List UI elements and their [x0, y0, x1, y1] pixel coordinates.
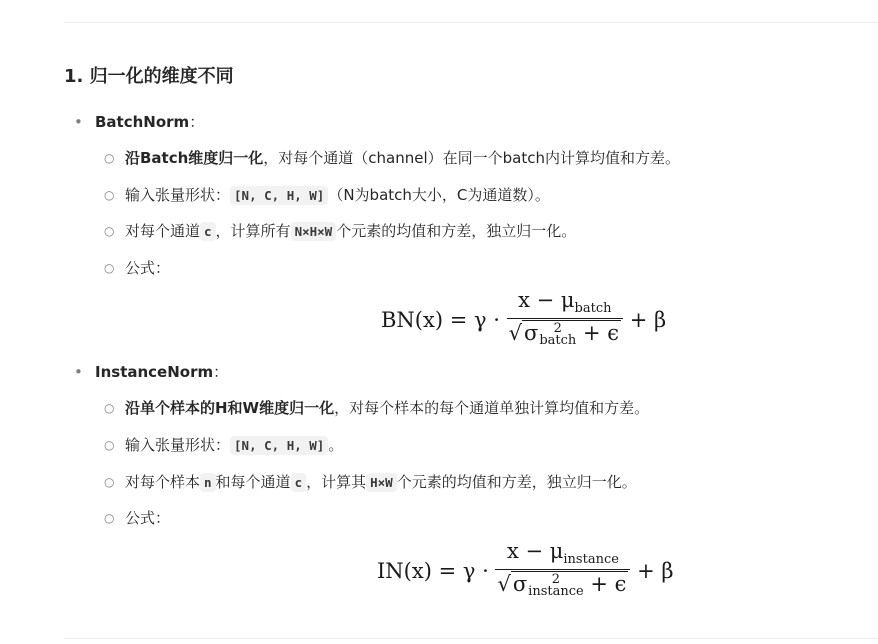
numerator-subscript: batch: [574, 301, 612, 317]
instancenorm-item-3: [125, 470, 637, 495]
bullet-circle: ○: [104, 224, 115, 238]
batchnorm-item-4: 公式：: [125, 259, 171, 277]
batchnorm-formula: [381, 288, 667, 351]
colon: ：: [213, 363, 229, 381]
sigma-scripts: [539, 320, 577, 348]
denominator-sigma: σ: [512, 572, 528, 597]
sqrt-body: [511, 571, 629, 599]
bullet-circle: ○: [104, 438, 115, 452]
inline-code: n: [200, 473, 216, 492]
emphasis-text: 沿单个样本的H和W维度归一化: [125, 399, 335, 417]
instancenorm-item-4: 公式：: [125, 509, 171, 527]
inline-code: N×H×W: [291, 222, 337, 241]
bullet-circle: ○: [104, 188, 115, 202]
denominator-sigma: σ: [523, 321, 539, 346]
bullet-circle: ○: [104, 511, 115, 525]
batchnorm-title: [95, 110, 204, 134]
sigma-scripts: [528, 571, 584, 599]
formula-rhs: + β: [629, 307, 667, 332]
inline-code: c: [200, 222, 216, 241]
item-text: 。: [328, 436, 344, 454]
formula-denominator: √σ 2 batch + ϵ: [508, 320, 619, 348]
instancenorm-formula: [377, 539, 674, 602]
inline-code: c: [291, 473, 307, 492]
bullet-dot: •: [74, 113, 83, 131]
inline-code: H×W: [366, 473, 397, 492]
item-text: 输入张量形状：: [125, 186, 231, 204]
sigma-superscript: 2: [553, 320, 562, 336]
item-text: （N为batch大小，C为通道数）。: [328, 186, 550, 204]
sigma-subscript: instance: [528, 583, 584, 599]
instancenorm-item-1: [125, 396, 649, 420]
numerator-text: x − μ: [506, 539, 564, 563]
item-text: ，对每个通道（channel）在同一个batch内计算均值和方差。: [263, 149, 681, 167]
numerator-text: x − μ: [518, 288, 575, 312]
bullet-dot: •: [74, 363, 83, 381]
sigma-superscript: 2: [551, 571, 561, 587]
inline-code: [N, C, H, W]: [230, 436, 328, 455]
formula-rhs: + β: [637, 558, 674, 583]
item-text: 个元素的均值和方差，独立归一化。: [396, 473, 637, 491]
formula-fraction: [495, 539, 630, 598]
bottom-divider: [64, 638, 878, 639]
instancenorm-title: [95, 360, 228, 384]
item-text: ，对每个样本的每个通道单独计算均值和方差。: [334, 399, 650, 417]
item-text: ，计算所有: [215, 222, 291, 240]
batchnorm-item-1: [125, 146, 680, 170]
item-text: ，计算其: [306, 473, 367, 491]
top-divider: [64, 22, 878, 23]
section-heading: 1. 归一化的维度不同: [64, 66, 234, 87]
inline-code: [N, C, H, W]: [230, 186, 328, 205]
bullet-circle: ○: [104, 261, 115, 275]
sigma-subscript: batch: [539, 332, 577, 348]
item-text: 个元素的均值和方差，独立归一化。: [336, 222, 577, 240]
instancenorm-label: InstanceNorm: [95, 363, 214, 381]
formula-numerator: [495, 539, 630, 570]
bullet-circle: ○: [104, 401, 115, 415]
formula-denominator: √σ 2 instance + ϵ: [497, 571, 627, 599]
item-text: 对每个样本: [125, 473, 201, 491]
item-text: 输入张量形状：: [125, 436, 231, 454]
item-text: 对每个通道: [125, 222, 201, 240]
instancenorm-item-2: [125, 433, 343, 458]
batchnorm-label: BatchNorm: [95, 113, 190, 131]
denominator-epsilon: + ϵ: [590, 572, 627, 597]
batchnorm-item-3: [125, 219, 576, 244]
colon: ：: [189, 113, 205, 131]
denominator-epsilon: + ϵ: [582, 321, 619, 346]
bullet-circle: ○: [104, 151, 115, 165]
batchnorm-item-2: [125, 183, 550, 208]
formula-lhs: BN(x) = γ ·: [381, 307, 500, 332]
formula-numerator: [507, 288, 623, 319]
formula-fraction: [507, 288, 623, 347]
bullet-circle: ○: [104, 475, 115, 489]
emphasis-text: 沿Batch维度归一化: [125, 149, 264, 167]
sqrt-body: [522, 320, 621, 348]
formula-lhs: IN(x) = γ ·: [377, 558, 489, 583]
item-text: 和每个通道: [215, 473, 291, 491]
numerator-subscript: instance: [563, 552, 619, 568]
